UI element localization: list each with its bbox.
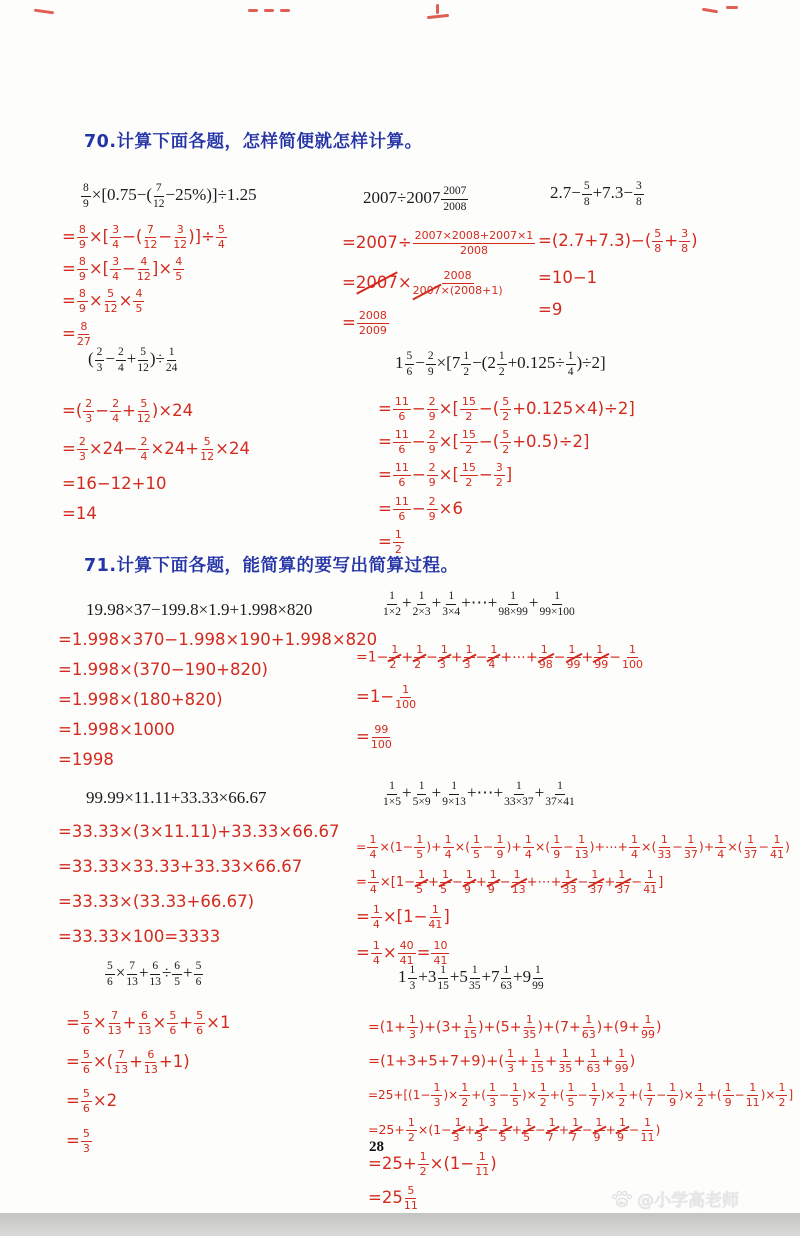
solution-line: =33.33×(3×11.11)+33.33×66.67 [58, 822, 340, 841]
fraction: $\frac{1}{35}$ [522, 1013, 537, 1042]
solution-line: =25+ $\frac{1}{2}$ ×(1− $\frac{1}{3}$ + $\frac{1}{3}$ − $\frac{1}{5}$ + $\frac{1}{5}$ − $\frac{1}{7}$ + $\frac{1}{7}$ − $\frac{1}{9}$ + $\frac{1}{9}$ − $\frac{1}{11}$ ) [368, 1115, 661, 1144]
fraction: $\frac{1}{4}$ [369, 833, 377, 862]
fraction: $\frac{4}{5}$ [135, 287, 143, 316]
fraction: $\frac{5}{2}$ [502, 428, 510, 457]
solution-line: = $\frac{5}{6}$ ×( $\frac{7}{13}$ + $\frac{6}{13}$ +1) [66, 1048, 190, 1077]
svg-text:du: du [618, 1201, 626, 1206]
fraction: $\frac{1}{5}$ [523, 1115, 533, 1144]
fraction: $\frac{5}{12}$ [136, 397, 151, 426]
problem-70-1-expression: $\frac{8}{9}$ ×[0.75−( $\frac{7}{12}$ −25%)]÷1.25 [83, 182, 257, 210]
fraction: $\frac{6}{5}$ [174, 960, 181, 988]
fraction: $\frac{8}{9}$ [78, 255, 86, 284]
solution-line: =25 $\frac{5}{11}$ [368, 1183, 418, 1213]
fraction: $\frac{3}{8}$ [636, 180, 642, 208]
solution-line: =2007× $\frac{2008}{2007\times(2008+1)}$ [342, 269, 503, 298]
solution-line: =1− $\frac{1}{2}$ + $\frac{1}{2}$ − $\frac{1}{3}$ + $\frac{1}{3}$ − $\frac{1}{4}$ +⋯+ $\frac{1}{98}$ − $\frac{1}{99}$ + $\frac{1}{99}$ − $\frac{1}{100}$ [356, 643, 643, 672]
problem-70-5-expression: 1 $\frac{5}{6}$ − $\frac{2}{9}$ ×[7 $\frac{1}{2}$ −(2 $\frac{1}{2}$ +0.125÷ $\frac{1}{4}$ )÷2] [395, 350, 606, 378]
fraction: $\frac{5}{2}$ [502, 395, 510, 424]
problem-71-5-expression: $\frac{1}{1\times 5}$ + $\frac{1}{5\times 9}$ + $\frac{1}{9\times 13}$ +⋯+ $\frac{1}{33\times 37}$ + $\frac{1}{37\times 41}$ [383, 780, 575, 808]
fraction: $\frac{1}{5}$ [416, 833, 424, 862]
fraction: $\frac{1}{63}$ [581, 1013, 596, 1042]
fraction: $\frac{1}{4}$ [372, 903, 380, 932]
fraction: $\frac{1}{5}$ [439, 868, 449, 897]
solution-line: = $\frac{1}{4}$ ×[1− $\frac{1}{41}$ ] [356, 903, 450, 932]
fraction: $\frac{5}{6}$ [107, 960, 113, 988]
ink-fragment [702, 8, 718, 14]
fraction: $\frac{6}{13}$ [143, 1048, 158, 1077]
fraction: $\frac{1}{33\times 37}$ [504, 780, 534, 808]
fraction: $\frac{3}{4}$ [112, 255, 120, 284]
fraction: $\frac{5}{12}$ [103, 287, 118, 316]
fraction: $\frac{1}{15}$ [437, 964, 449, 992]
solution-line: = $\frac{5}{3}$ [66, 1126, 90, 1155]
fraction: $\frac{11}{6}$ [394, 395, 409, 424]
fraction: $\frac{2}{9}$ [428, 461, 436, 490]
problem-71-3-expression: $\frac{5}{6}$ × $\frac{7}{13}$ + $\frac{6}{13}$ ÷ $\frac{6}{5}$ + $\frac{5}{6}$ [107, 960, 202, 988]
fraction: $\frac{7}{12}$ [143, 223, 158, 252]
problem-70-4-solution [538, 228, 698, 332]
fraction: $\frac{1}{3}$ [433, 1081, 441, 1110]
fraction: $\frac{1}{9\times 13}$ [442, 780, 466, 808]
fraction: $\frac{5}{6}$ [406, 350, 413, 378]
fraction: $\frac{1}{7}$ [570, 1115, 580, 1144]
paw-icon [610, 1187, 634, 1211]
fraction: $\frac{1}{2}$ [463, 350, 470, 378]
fraction: $\frac{1}{4}$ [488, 643, 498, 672]
fraction: $\frac{1}{2}$ [696, 1081, 704, 1110]
fraction: $\frac{8}{27}$ [76, 319, 91, 348]
fraction: $\frac{5}{3}$ [82, 1126, 90, 1155]
fraction: $\frac{5}{8}$ [583, 180, 590, 208]
fraction: $\frac{2008}{2009}$ [358, 309, 387, 338]
fraction: $\frac{7}{12}$ [153, 182, 165, 210]
fraction: $\frac{2}{4}$ [112, 397, 120, 426]
solution-line: = $\frac{8}{27}$ [62, 319, 91, 348]
problem-70-4-expression: 2.7− $\frac{5}{8}$ +7.3− $\frac{3}{8}$ [550, 180, 642, 208]
fraction: $\frac{1}{7}$ [590, 1081, 598, 1110]
fraction: $\frac{1}{3}$ [409, 964, 416, 992]
fraction: $\frac{3}{12}$ [173, 223, 188, 252]
ink-fragment [726, 6, 738, 9]
fraction: $\frac{4}{12}$ [136, 255, 151, 284]
fraction: $\frac{1}{63}$ [500, 964, 513, 992]
fraction: $\frac{1}{3}$ [452, 1115, 462, 1144]
fraction: $\frac{1}{4}$ [444, 833, 452, 862]
solution-line: = $\frac{2008}{2009}$ [342, 309, 387, 338]
fraction: $\frac{5}{6}$ [82, 1009, 90, 1038]
watermark [610, 1186, 739, 1211]
fraction: $\frac{2007\times 2008+2007\times 1}{2008}$ [414, 229, 534, 258]
fraction: $\frac{5}{6}$ [82, 1048, 90, 1077]
solution-line: =25+ $\frac{1}{2}$ ×(1− $\frac{1}{11}$ ) [368, 1149, 497, 1178]
fraction: $\frac{11}{6}$ [394, 428, 409, 457]
fraction: $\frac{1}{3\times 4}$ [442, 590, 461, 618]
fraction: $\frac{1}{2}$ [539, 1081, 547, 1110]
fraction: $\frac{7}{13}$ [126, 960, 138, 988]
ink-fragment [34, 9, 54, 15]
solution-line: =1.998×370−1.998×190+1.998×820 [58, 630, 378, 649]
fraction: $\frac{1}{15}$ [463, 1013, 478, 1042]
fraction: $\frac{1}{41}$ [770, 833, 785, 862]
fraction: $\frac{1}{2\times 3}$ [412, 590, 431, 618]
fraction: $\frac{5}{11}$ [403, 1183, 418, 1213]
fraction: $\frac{5}{6}$ [82, 1087, 90, 1116]
fraction: $\frac{1}{33}$ [562, 868, 577, 897]
fraction: $\frac{1}{15}$ [530, 1047, 545, 1076]
solution-line: = $\frac{1}{4}$ ×[1− $\frac{1}{5}$ + $\frac{1}{5}$ − $\frac{1}{9}$ + $\frac{1}{9}$ − $\frac{1}{13}$ +⋯+ $\frac{1}{33}$ − $\frac{1}{37}$ + $\frac{1}{37}$ − $\frac{1}{41}$ ] [356, 868, 664, 897]
fraction: $\frac{1}{37}$ [743, 833, 758, 862]
fraction: $\frac{1}{9}$ [669, 1081, 677, 1110]
solution-line: =33.33×33.33+33.33×66.67 [58, 857, 303, 876]
solution-line: = $\frac{1}{4}$ ×(1− $\frac{1}{5}$ )+ $\frac{1}{4}$ ×( $\frac{1}{5}$ − $\frac{1}{9}$ )+ $\frac{1}{4}$ ×( $\frac{1}{9}$ − $\frac{1}{13}$ )+⋯+ $\frac{1}{4}$ ×( $\frac{1}{33}$ − $\frac{1}{37}$ )+ $\frac{1}{4}$ ×( $\frac{1}{37}$ − $\frac{1}{41}$ ) [356, 833, 790, 862]
fraction: $\frac{6}{13}$ [149, 960, 161, 988]
fraction: $\frac{5}{12}$ [137, 346, 149, 374]
fraction: $\frac{1}{3}$ [507, 1047, 514, 1076]
fraction: $\frac{1}{2}$ [414, 643, 424, 672]
solution-line: = $\frac{8}{9}$ × $\frac{5}{12}$ × $\frac{4}{5}$ [62, 287, 143, 316]
fraction: $\frac{1}{9}$ [496, 833, 504, 862]
problem-71-4-solution [356, 644, 644, 765]
fraction: $\frac{1}{9}$ [593, 1115, 603, 1144]
fraction: $\frac{1}{4}$ [524, 833, 532, 862]
fraction: $\frac{1}{5}$ [472, 833, 480, 862]
solution-line: = $\frac{99}{100}$ [356, 723, 392, 752]
solution-line: =9 [538, 300, 563, 320]
fraction: $\frac{1}{9}$ [724, 1081, 732, 1110]
fraction: $\frac{8}{9}$ [78, 287, 86, 316]
solution-line: =16−12+10 [62, 474, 167, 494]
problem-70-3-expression: 2007÷2007 $\frac{2007}{2008}$ [363, 185, 467, 213]
fraction: $\frac{11}{6}$ [394, 494, 409, 523]
problem-70-5-solution [378, 396, 635, 562]
fraction: $\frac{2}{9}$ [428, 395, 436, 424]
solution-line: =1.998×(180+820) [58, 690, 223, 709]
problem-70-2-solution [62, 398, 250, 534]
ink-fragment [264, 9, 274, 12]
problem-70-3-solution [342, 230, 536, 351]
fraction: $\frac{1}{5}$ [567, 1081, 575, 1110]
problem-71-4-expression: $\frac{1}{1\times 2}$ + $\frac{1}{2\times 3}$ + $\frac{1}{3\times 4}$ +⋯+ $\frac{1}{98\times 99}$ + $\frac{1}{99\times 100}$ [383, 590, 575, 618]
fraction: $\frac{1}{33}$ [657, 833, 672, 862]
fraction: $\frac{1}{7}$ [546, 1115, 556, 1144]
fraction: $\frac{1}{99}$ [594, 643, 609, 672]
fraction: $\frac{2}{9}$ [427, 350, 434, 378]
problem-71-1-solution [58, 630, 377, 780]
solution-line: = $\frac{11}{6}$ − $\frac{2}{9}$ ×[ $\frac{15}{2}$ −( $\frac{5}{2}$ +0.125×4)÷2] [378, 395, 635, 424]
solution-line: = $\frac{5}{6}$ ×2 [66, 1087, 118, 1116]
fraction: $\frac{7}{13}$ [114, 1048, 129, 1077]
solution-line: = $\frac{11}{6}$ − $\frac{2}{9}$ ×6 [378, 494, 463, 523]
fraction: $\frac{1}{3}$ [476, 1115, 486, 1144]
fraction: $\frac{4}{5}$ [175, 255, 183, 284]
ink-fragment [248, 9, 258, 12]
fraction: $\frac{2}{9}$ [428, 494, 436, 523]
solution-line: = $\frac{1}{2}$ [378, 527, 402, 556]
fraction: $\frac{1}{2}$ [419, 1149, 427, 1178]
problem-70-1-solution [62, 224, 228, 353]
solution-line: = $\frac{8}{9}$ ×[ $\frac{3}{4}$ −( $\frac{7}{12}$ − $\frac{3}{12}$ )]÷ $\frac{5}{4}$ [62, 223, 225, 252]
fraction: $\frac{1}{13}$ [574, 833, 589, 862]
fraction: $\frac{1}{2}$ [498, 350, 505, 378]
fraction: $\frac{1}{99}$ [614, 1047, 629, 1076]
solution-line: =1− $\frac{1}{100}$ [356, 683, 417, 712]
fraction: $\frac{1}{2}$ [389, 643, 399, 672]
solution-line: = $\frac{2}{3}$ ×24− $\frac{2}{4}$ ×24+ $\frac{5}{12}$ ×24 [62, 435, 250, 464]
fraction: $\frac{1}{99}$ [641, 1013, 656, 1042]
fraction: $\frac{15}{2}$ [461, 428, 476, 457]
fraction: $\frac{1}{4}$ [717, 833, 725, 862]
fraction: $\frac{1}{3}$ [463, 643, 473, 672]
fraction: $\frac{1}{4}$ [372, 938, 380, 967]
fraction: $\frac{1}{41}$ [428, 903, 443, 932]
fraction: $\frac{2007}{2008}$ [443, 185, 467, 213]
fraction: $\frac{1}{2}$ [461, 1081, 469, 1110]
fraction: $\frac{7}{13}$ [107, 1009, 122, 1038]
fraction: $\frac{15}{2}$ [461, 395, 476, 424]
fraction: $\frac{1}{11}$ [475, 1149, 490, 1178]
fraction: $\frac{5}{6}$ [196, 1009, 204, 1038]
fraction: $\frac{5}{6}$ [169, 1009, 177, 1038]
fraction: $\frac{1}{5}$ [499, 1115, 509, 1144]
fraction: $\frac{1}{37\times 41}$ [545, 780, 575, 808]
fraction: $\frac{5}{12}$ [200, 435, 215, 464]
fraction: $\frac{1}{9}$ [617, 1115, 627, 1144]
solution-line: =1.998×1000 [58, 720, 175, 739]
fraction: $\frac{2}{3}$ [96, 346, 103, 374]
fraction: $\frac{8}{9}$ [78, 223, 86, 252]
solution-line: = $\frac{11}{6}$ − $\frac{2}{9}$ ×[ $\frac{15}{2}$ − $\frac{3}{2}$ ] [378, 461, 513, 490]
fraction: $\frac{3}{8}$ [681, 227, 689, 256]
problem-70-2-expression: ( $\frac{2}{3}$ − $\frac{2}{4}$ + $\frac{5}{12}$ )÷ $\frac{1}{24}$ [88, 346, 178, 374]
solution-line: =14 [62, 504, 97, 524]
fraction: $\frac{6}{13}$ [137, 1009, 152, 1038]
solution-line: =2007÷ $\frac{2007\times 2008+2007\times 1}{2008}$ [342, 229, 534, 258]
problem-71-1-expression: 19.98×37−199.8×1.9+1.998×820 [86, 600, 313, 619]
fraction: $\frac{1}{2}$ [407, 1115, 415, 1144]
fraction: $\frac{5}{4}$ [217, 223, 225, 252]
fraction: $\frac{1}{11}$ [640, 1115, 655, 1144]
fraction: $\frac{99}{100}$ [370, 723, 392, 752]
fraction: $\frac{1}{98}$ [538, 643, 553, 672]
fraction: $\frac{3}{4}$ [112, 223, 120, 252]
solution-line: =(2.7+7.3)−( $\frac{5}{8}$ + $\frac{3}{8}$ ) [538, 227, 698, 256]
fraction: $\frac{1}{7}$ [646, 1081, 654, 1110]
solution-line: =33.33×100=3333 [58, 927, 221, 946]
fraction: $\frac{1}{37}$ [589, 868, 604, 897]
solution-line: = $\frac{5}{6}$ × $\frac{7}{13}$ + $\frac{6}{13}$ × $\frac{5}{6}$ + $\frac{5}{6}$ ×1 [66, 1009, 231, 1038]
fraction: $\frac{1}{41}$ [643, 868, 658, 897]
fraction: $\frac{2}{4}$ [140, 435, 148, 464]
fraction: $\frac{1}{3}$ [488, 1081, 496, 1110]
ink-fragment [427, 14, 449, 19]
fraction: $\frac{1}{35}$ [468, 964, 481, 992]
fraction: $\frac{5}{8}$ [654, 227, 662, 256]
fraction: $\frac{2}{3}$ [78, 435, 86, 464]
fraction: $\frac{1}{5}$ [416, 868, 426, 897]
solution-line: =25+[(1− $\frac{1}{3}$ )× $\frac{1}{2}$ +( $\frac{1}{3}$ − $\frac{1}{5}$ )× $\frac{1}{2}$ +( $\frac{1}{5}$ − $\frac{1}{7}$ )× $\frac{1}{2}$ +( $\frac{1}{7}$ − $\frac{1}{9}$ )× $\frac{1}{2}$ +( $\frac{1}{9}$ − $\frac{1}{11}$ )× $\frac{1}{2}$ ] [368, 1081, 794, 1110]
fraction: $\frac{1}{98\times 99}$ [498, 590, 528, 618]
fraction: $\frac{1}{5\times 9}$ [412, 780, 431, 808]
fraction: $\frac{2008}{2007\times(2008+1)}$ [412, 269, 503, 298]
solution-line: = $\frac{11}{6}$ − $\frac{2}{9}$ ×[ $\frac{15}{2}$ −( $\frac{5}{2}$ +0.5)÷2] [378, 428, 590, 457]
fraction: $\frac{1}{4}$ [369, 868, 377, 897]
ink-fragment [280, 9, 290, 12]
solution-line: =33.33×(33.33+66.67) [58, 892, 255, 911]
fraction: $\frac{1}{3}$ [408, 1013, 416, 1042]
fraction: $\frac{1}{100}$ [621, 643, 643, 672]
fraction: $\frac{1}{99}$ [566, 643, 581, 672]
fraction: $\frac{1}{37}$ [683, 833, 698, 862]
fraction: $\frac{1}{1\times 5}$ [383, 780, 401, 808]
fraction: $\frac{1}{9}$ [487, 868, 497, 897]
fraction: $\frac{1}{35}$ [558, 1047, 573, 1076]
watermark-text: @小学高老师 [637, 1191, 739, 1211]
fraction: $\frac{1}{2}$ [394, 527, 402, 556]
problem-71-2-solution [58, 822, 339, 962]
fraction: $\frac{2}{9}$ [428, 428, 436, 457]
fraction: $\frac{1}{9}$ [553, 833, 561, 862]
fraction: $\frac{1}{24}$ [165, 346, 178, 374]
fraction: $\frac{1}{99}$ [532, 964, 544, 992]
fraction: $\frac{1}{4}$ [631, 833, 638, 862]
fraction: $\frac{1}{1\times 2}$ [383, 590, 401, 618]
fraction: $\frac{11}{6}$ [394, 461, 409, 490]
fraction: $\frac{1}{63}$ [586, 1047, 601, 1076]
solution-line: =( $\frac{2}{3}$ − $\frac{2}{4}$ + $\frac{5}{12}$ )×24 [62, 397, 194, 426]
problem-71-2-expression: 99.99×11.11+33.33×66.67 [86, 788, 267, 807]
solution-line: =10−1 [538, 268, 598, 288]
fraction: $\frac{15}{2}$ [461, 461, 476, 490]
section-70-title: 70.计算下面各题，怎样简便就怎样计算。 [84, 132, 423, 152]
fraction: $\frac{1}{9}$ [463, 868, 473, 897]
page-number: 28 [369, 1139, 384, 1155]
fraction: $\frac{1}{37}$ [616, 868, 631, 897]
fraction: $\frac{1}{11}$ [745, 1081, 760, 1110]
solution-line: =1.998×(370−190+820) [58, 660, 268, 679]
solution-line: =1998 [58, 750, 114, 769]
solution-line: = $\frac{8}{9}$ ×[ $\frac{3}{4}$ − $\frac{4}{12}$ ]× $\frac{4}{5}$ [62, 255, 183, 284]
fraction: $\frac{1}{5}$ [512, 1081, 519, 1110]
fraction: $\frac{1}{2}$ [778, 1081, 786, 1110]
fraction: $\frac{1}{100}$ [395, 683, 417, 712]
problem-71-3-solution [66, 1010, 230, 1167]
solution-line: =(1+3+5+7+9)+( $\frac{1}{3}$ + $\frac{1}{15}$ + $\frac{1}{35}$ + $\frac{1}{63}$ + $\frac{1}{99}$ ) [368, 1047, 636, 1076]
problem-71-6-expression: 1 $\frac{1}{3}$ +3 $\frac{1}{15}$ +5 $\frac{1}{35}$ +7 $\frac{1}{63}$ +9 $\frac{1}{99}$ [398, 964, 544, 992]
fraction: $\frac{5}{6}$ [195, 960, 202, 988]
fraction: $\frac{2}{4}$ [118, 346, 124, 374]
fraction: $\frac{1}{99\times 100}$ [539, 590, 575, 618]
fraction: $\frac{1}{3}$ [438, 643, 448, 672]
ink-fragment [436, 4, 439, 14]
solution-line: =(1+ $\frac{1}{3}$ )+(3+ $\frac{1}{15}$ )+(5+ $\frac{1}{35}$ )+(7+ $\frac{1}{63}$ )+(9+ $\frac{1}{99}$ ) [368, 1013, 662, 1042]
fraction: $\frac{8}{9}$ [83, 182, 89, 210]
fraction: $\frac{10}{41}$ [433, 938, 448, 967]
fraction: $\frac{40}{41}$ [399, 938, 414, 967]
fraction: $\frac{1}{4}$ [567, 350, 574, 378]
solution-line: = $\frac{1}{4}$ × $\frac{40}{41}$ = $\frac{10}{41}$ [356, 938, 448, 967]
problem-71-5-solution [356, 834, 790, 975]
section-71-title: 71.计算下面各题，能简算的要写出简算过程。 [84, 556, 459, 576]
fraction: $\frac{2}{3}$ [85, 397, 93, 426]
fraction: $\frac{1}{2}$ [618, 1081, 626, 1110]
fraction: $\frac{3}{2}$ [495, 461, 503, 490]
fraction: $\frac{1}{13}$ [511, 868, 526, 897]
